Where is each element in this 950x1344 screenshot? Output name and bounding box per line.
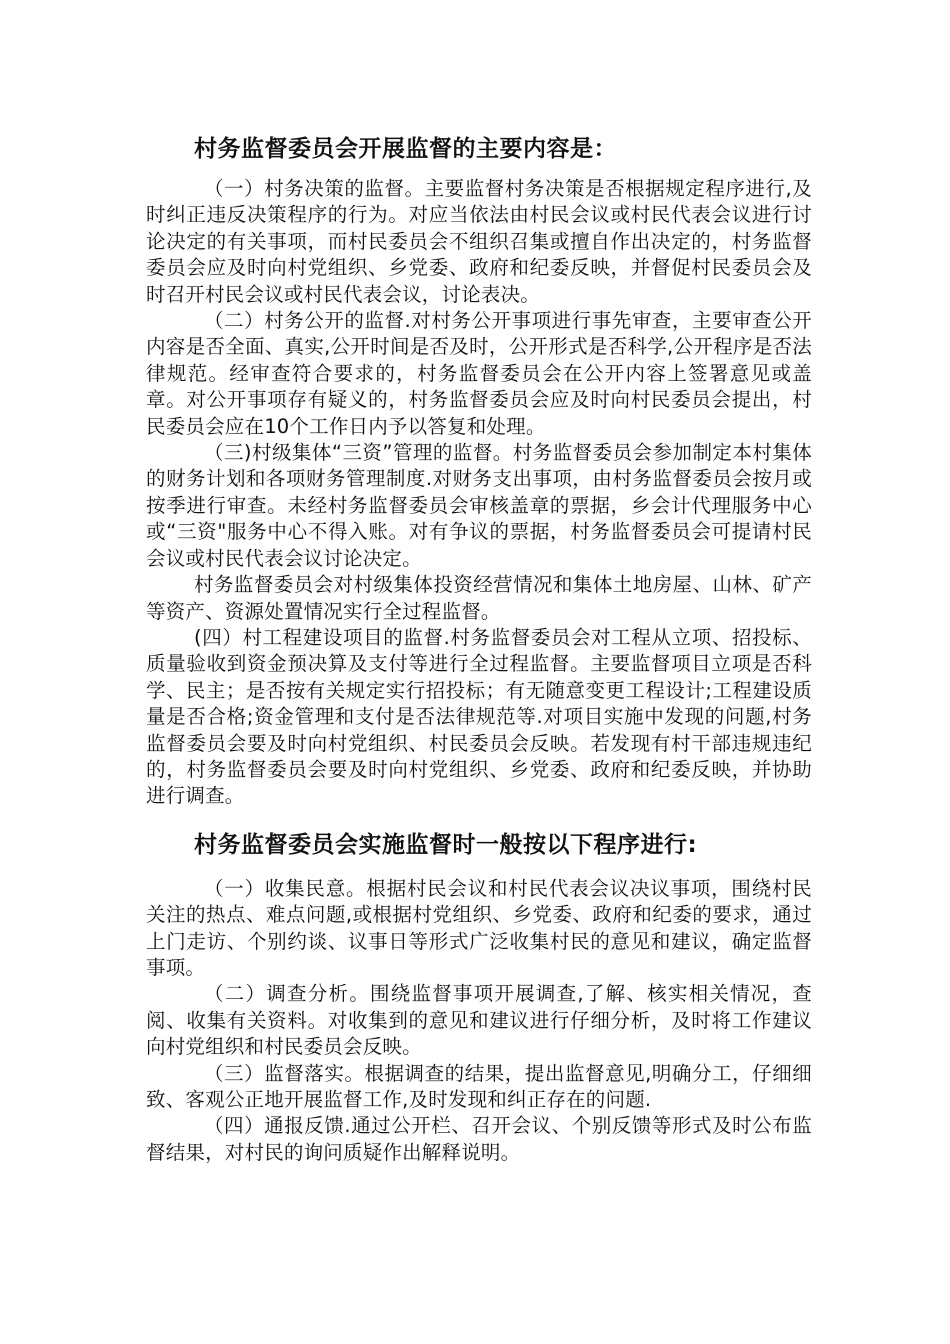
- section-heading-supervision-procedure: 村务监督委员会实施监督时一般按以下程序进行:: [194, 831, 698, 858]
- section-heading-supervision-content: 村务监督委员会开展监督的主要内容是：: [194, 136, 617, 162]
- paragraph-collect-opinions: （一）收集民意。根据村民会议和村民代表会议决议事项，围绕村民关注的热点、难点问题,或根据村党组织、乡党委、政府和纪委的要求，通过上门走访、个别约谈、议事日等形式广泛收集村民的意见和建议，确定监督事项。: [146, 876, 812, 979]
- document-body: [146, 134, 812, 1166]
- paragraph-construction-supervision: (四）村工程建设项目的监督.村务监督委员会对工程从立项、招投标、质量验收到资金预决算及支付等进行全过程监督。主要监督项目立项是否科学、民主；是否按有关规定实行招投标；有无随意变更工程设计;工程建设质量是否合格;资金管理和支付是否法律规范等.对项目实施中发现的问题,村务监督委员会要及时向村党组织、村民委员会反映。若发现有村干部违规违纪的，村务监督委员会要及时向村党组织、乡党委、政府和纪委反映，并协助进行调查。: [146, 625, 812, 808]
- paragraph-implement-supervision: （三）监督落实。根据调查的结果，提出监督意见,明确分工，仔细细致、客观公正地开展监督工作,及时发现和纠正存在的问题.: [146, 1061, 812, 1111]
- paragraph-investment-supervision: 村务监督委员会对村级集体投资经营情况和集体土地房屋、山林、矿产等资产、资源处置情况实行全过程监督。: [146, 573, 812, 623]
- paragraph-decision-supervision: （一）村务决策的监督。主要监督村务决策是否根据规定程序进行,及时纠正违反决策程序的行为。对应当依法由村民会议或村民代表会议进行讨论决定的有关事项，而村民委员会不组织召集或擅自作出决定的，村务监督委员会应及时向村党组织、乡党委、政府和纪委反映，并督促村民委员会及时召开村民会议或村民代表会议，讨论表决。: [146, 177, 812, 306]
- paragraph-three-assets-supervision: （三)村级集体“三资”管理的监督。村务监督委员会参加制定本村集体的财务计划和各项财务管理制度.对财务支出事项，由村务监督委员会按月或按季进行审查。未经村务监督委员会审核盖章的票据，乡会计代理服务中心或“三资"服务中心不得入账。对有争议的票据，村务监督委员会可提请村民会议或村民代表会议讨论决定。: [146, 441, 812, 570]
- paragraph-report-feedback: （四）通报反馈.通过公开栏、召开会议、个别反馈等形式及时公布监督结果，对村民的询问质疑作出解释说明。: [146, 1114, 812, 1164]
- paragraph-investigate-analyze: （二）调查分析。围绕监督事项开展调查,了解、核实相关情况，查阅、收集有关资料。对收集到的意见和建议进行仔细分析，及时将工作建议向村党组织和村民委员会反映。: [146, 982, 812, 1059]
- paragraph-openness-supervision: （二）村务公开的监督.对村务公开事项进行事先审查，主要审查公开内容是否全面、真实,公开时间是否及时，公开形式是否科学,公开程序是否法律规范。经审查符合要求的，村务监督委员会在公开内容上签署意见或盖章。对公开事项存有疑义的，村务监督委员会应及时向村民委员会提出，村民委员会应在10个工作日内予以答复和处理。: [146, 309, 812, 438]
